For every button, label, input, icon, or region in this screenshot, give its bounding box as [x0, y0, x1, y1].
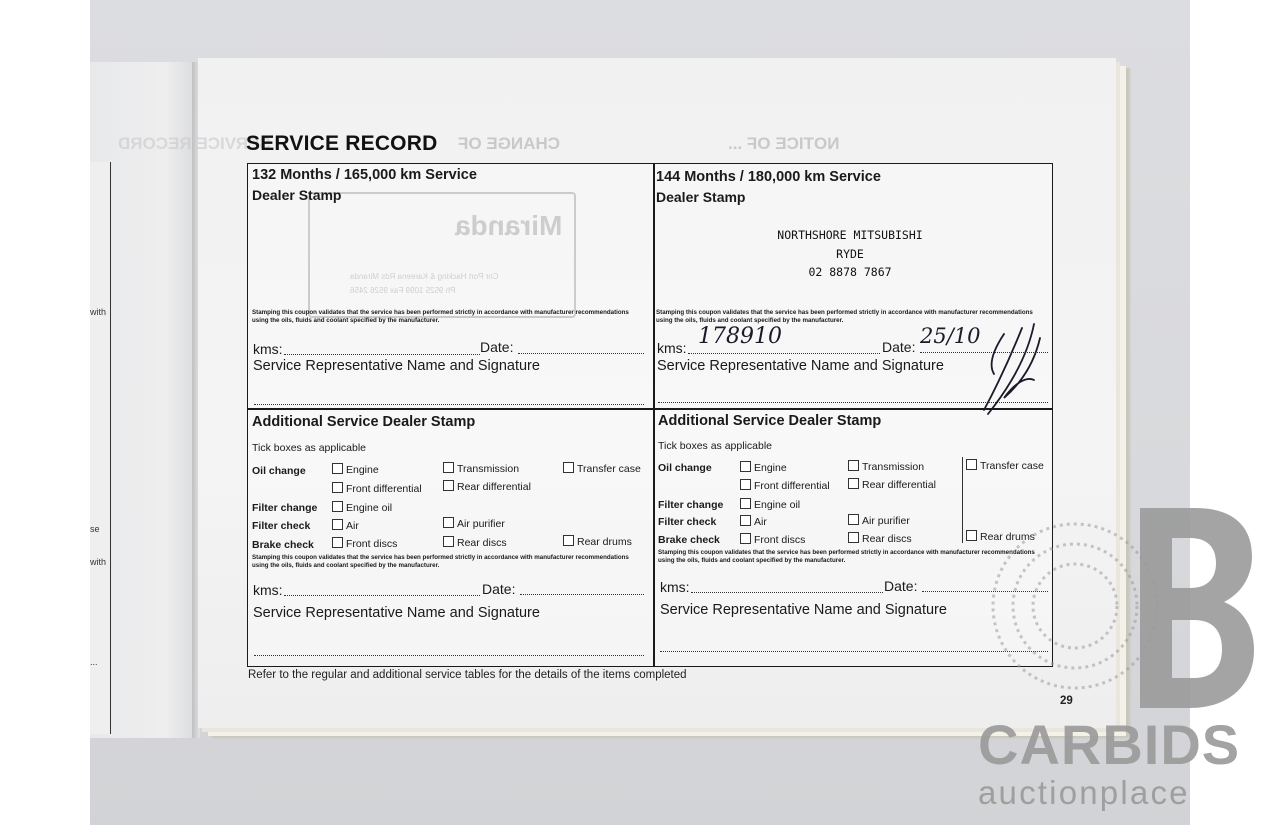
page-number: 29: [1060, 695, 1073, 707]
option-rear-differential[interactable]: [848, 478, 936, 491]
checkbox[interactable]: [848, 532, 859, 543]
checkbox[interactable]: [740, 479, 751, 490]
faded-stamp-name: Miranda: [454, 210, 562, 241]
handwritten-signature: [964, 314, 1054, 424]
option-engine-oil[interactable]: [740, 498, 800, 511]
option-label: Rear differential: [862, 479, 936, 491]
checkbox[interactable]: [332, 482, 343, 493]
ghost-text: NOTICE OF ...: [728, 134, 840, 153]
row-label-filter-check: Filter check: [658, 516, 717, 528]
option-label: Transmission: [862, 461, 925, 473]
option-label: Transfer case: [980, 460, 1044, 472]
checkbox[interactable]: [443, 517, 454, 528]
column-divider: [962, 457, 963, 543]
date-field[interactable]: [520, 594, 644, 595]
additional-heading: Additional Service Dealer Stamp: [658, 413, 882, 429]
dealer-stamp-line: RYDE: [836, 247, 864, 261]
row-label-filter-change: Filter change: [658, 499, 724, 511]
option-label: Air purifier: [457, 518, 505, 530]
option-label: Front differential: [346, 483, 422, 495]
option-air[interactable]: [332, 519, 359, 532]
checkbox[interactable]: [740, 498, 751, 509]
handwritten-date: 25/10: [920, 324, 981, 348]
checkbox[interactable]: [848, 514, 859, 525]
date-label: Date:: [480, 339, 514, 355]
checkbox[interactable]: [332, 463, 343, 474]
checkbox[interactable]: [332, 519, 343, 530]
row-label-oil-change: Oil change: [658, 462, 712, 474]
checkbox[interactable]: [740, 515, 751, 526]
coupon-note: Stamping this coupon validates that the service has been performed strictly in accordance with manufacturer recommendations using the oils, fluids and coolant specified by the manufacturer.: [658, 549, 1035, 564]
dealer-stamp-line: NORTHSHORE MITSUBISHI: [777, 228, 923, 242]
option-label: Engine oil: [346, 502, 393, 514]
option-label: Engine: [754, 462, 787, 474]
option-label: Rear discs: [457, 537, 507, 549]
checkbox[interactable]: [332, 501, 343, 512]
checkbox[interactable]: [563, 462, 574, 473]
option-engine-oil[interactable]: [332, 501, 392, 514]
kms-field[interactable]: [688, 353, 880, 354]
signature-field[interactable]: [254, 655, 644, 656]
carbids-sub-text: auctionplace: [978, 774, 1190, 811]
row-label-brake-check: Brake check: [658, 534, 720, 546]
checkbox[interactable]: [848, 460, 859, 471]
date-label: Date:: [482, 581, 516, 597]
date-label: Date:: [882, 339, 916, 355]
option-front-differential[interactable]: [332, 482, 422, 495]
dealer-stamp-label: Dealer Stamp: [656, 189, 746, 205]
option-engine[interactable]: [332, 463, 379, 476]
page-title: SERVICE RECORD: [246, 132, 438, 155]
dealer-stamp-line: 02 8878 7867: [808, 265, 892, 279]
row-label-brake-check: Brake check: [252, 539, 314, 551]
kms-field[interactable]: [284, 354, 480, 355]
option-front-discs[interactable]: [740, 533, 805, 546]
checkbox[interactable]: [443, 536, 454, 547]
left-page: [90, 62, 198, 738]
option-label: Front discs: [754, 534, 806, 546]
left-fragment: se: [90, 524, 100, 534]
option-rear-differential[interactable]: [443, 480, 531, 493]
service-heading: 132 Months / 165,000 km Service: [252, 167, 477, 183]
service-144-coupon: [654, 164, 1052, 408]
row-label-oil-change: Oil change: [252, 465, 306, 477]
option-engine[interactable]: [740, 461, 787, 474]
faded-stamp-line: Ph 9525 1099 Fax 9526 2456: [350, 286, 456, 295]
date-field[interactable]: [518, 353, 644, 354]
option-air-purifier[interactable]: [848, 514, 910, 527]
dealer-stamp-label: Dealer Stamp: [252, 187, 342, 203]
option-label: Front discs: [346, 538, 398, 550]
option-label: Front differential: [754, 480, 830, 492]
service-heading: 144 Months / 180,000 km Service: [656, 169, 881, 185]
carbids-logo-mark: [990, 508, 1255, 708]
handwritten-kms: 178910: [698, 324, 782, 349]
left-fragment: ...: [90, 657, 98, 667]
option-transmission[interactable]: [848, 460, 924, 473]
option-rear-discs[interactable]: [848, 532, 912, 545]
faded-dealer-stamp: [308, 192, 576, 318]
row-label-filter-check: Filter check: [252, 520, 311, 532]
option-label: Rear drums: [980, 531, 1035, 543]
tick-note: Tick boxes as applicable: [658, 440, 773, 452]
date-label: Date:: [884, 578, 918, 594]
option-label: Engine: [346, 464, 379, 476]
kms-label: kms:: [253, 582, 283, 598]
option-front-discs[interactable]: [332, 537, 397, 550]
option-label: Transmission: [457, 463, 520, 475]
option-rear-discs[interactable]: [443, 536, 507, 549]
ghost-text: SERVICE RECORD: [118, 134, 271, 153]
left-fragment: with: [90, 557, 107, 567]
option-front-differential[interactable]: [740, 479, 830, 492]
additional-coupon-left: [248, 409, 653, 666]
option-label: Rear drums: [577, 536, 632, 548]
footer-note: Refer to the regular and additional service tables for the details of the items completed: [248, 669, 687, 681]
tick-note: Tick boxes as applicable: [252, 442, 367, 454]
coupon-note: Stamping this coupon validates that the service has been performed strictly in accordance with manufacturer recommendations using the oils, fluids and coolant specified by the manufacturer.: [656, 309, 1033, 324]
rep-label: Service Representative Name and Signature: [253, 605, 540, 621]
checkbox[interactable]: [740, 533, 751, 544]
coupon-note: Stamping this coupon validates that the service has been performed strictly in accordance with manufacturer recommendations using the oils, fluids and coolant specified by the manufacturer.: [252, 554, 629, 569]
option-label: Engine oil: [754, 499, 801, 511]
option-air[interactable]: [740, 515, 767, 528]
checkbox[interactable]: [332, 537, 343, 548]
option-air-purifier[interactable]: [443, 517, 505, 530]
signature-field[interactable]: [254, 404, 644, 405]
rep-label: Service Representative Name and Signature: [253, 358, 540, 374]
rep-label: Service Representative Name and Signature: [657, 358, 944, 374]
rep-label: Service Representative Name and Signature: [660, 602, 947, 618]
kms-field[interactable]: [284, 595, 480, 596]
checkbox[interactable]: [966, 459, 977, 470]
option-label: Air purifier: [862, 515, 910, 527]
kms-field[interactable]: [691, 592, 883, 593]
kms-label: kms:: [657, 340, 687, 356]
option-label: Rear discs: [862, 533, 912, 545]
option-transfer-case[interactable]: [563, 462, 641, 475]
checkbox[interactable]: [443, 480, 454, 491]
row-label-filter-change: Filter change: [252, 502, 318, 514]
left-fragment: with: [90, 307, 107, 317]
additional-heading: Additional Service Dealer Stamp: [252, 414, 476, 430]
option-label: Rear differential: [457, 481, 531, 493]
coupon-note: Stamping this coupon validates that the service has been performed strictly in accordance with manufacturer recommendations using the oils, fluids and coolant specified by the manufacturer.: [252, 309, 629, 324]
service-record-grid: [247, 163, 1053, 667]
checkbox[interactable]: [740, 461, 751, 472]
option-rear-drums[interactable]: [563, 535, 632, 548]
checkbox[interactable]: [563, 535, 574, 546]
option-label: Air: [754, 516, 767, 528]
checkbox[interactable]: [966, 530, 977, 541]
checkbox[interactable]: [848, 478, 859, 489]
faded-stamp-line: Cnr Port Hacking & Kareena Rds Miranda: [350, 272, 499, 281]
kms-label: kms:: [253, 341, 283, 357]
left-page-table-edge: [90, 162, 111, 734]
service-132-coupon: [248, 164, 653, 408]
option-transmission[interactable]: [443, 462, 519, 475]
kms-label: kms:: [660, 579, 690, 595]
option-label: Air: [346, 520, 359, 532]
carbids-brand-text: CARBIDS: [978, 713, 1241, 776]
ghost-text: CHANGE OF: [458, 134, 560, 153]
checkbox[interactable]: [443, 462, 454, 473]
option-transfer-case[interactable]: [966, 459, 1044, 472]
option-label: Transfer case: [577, 463, 641, 475]
